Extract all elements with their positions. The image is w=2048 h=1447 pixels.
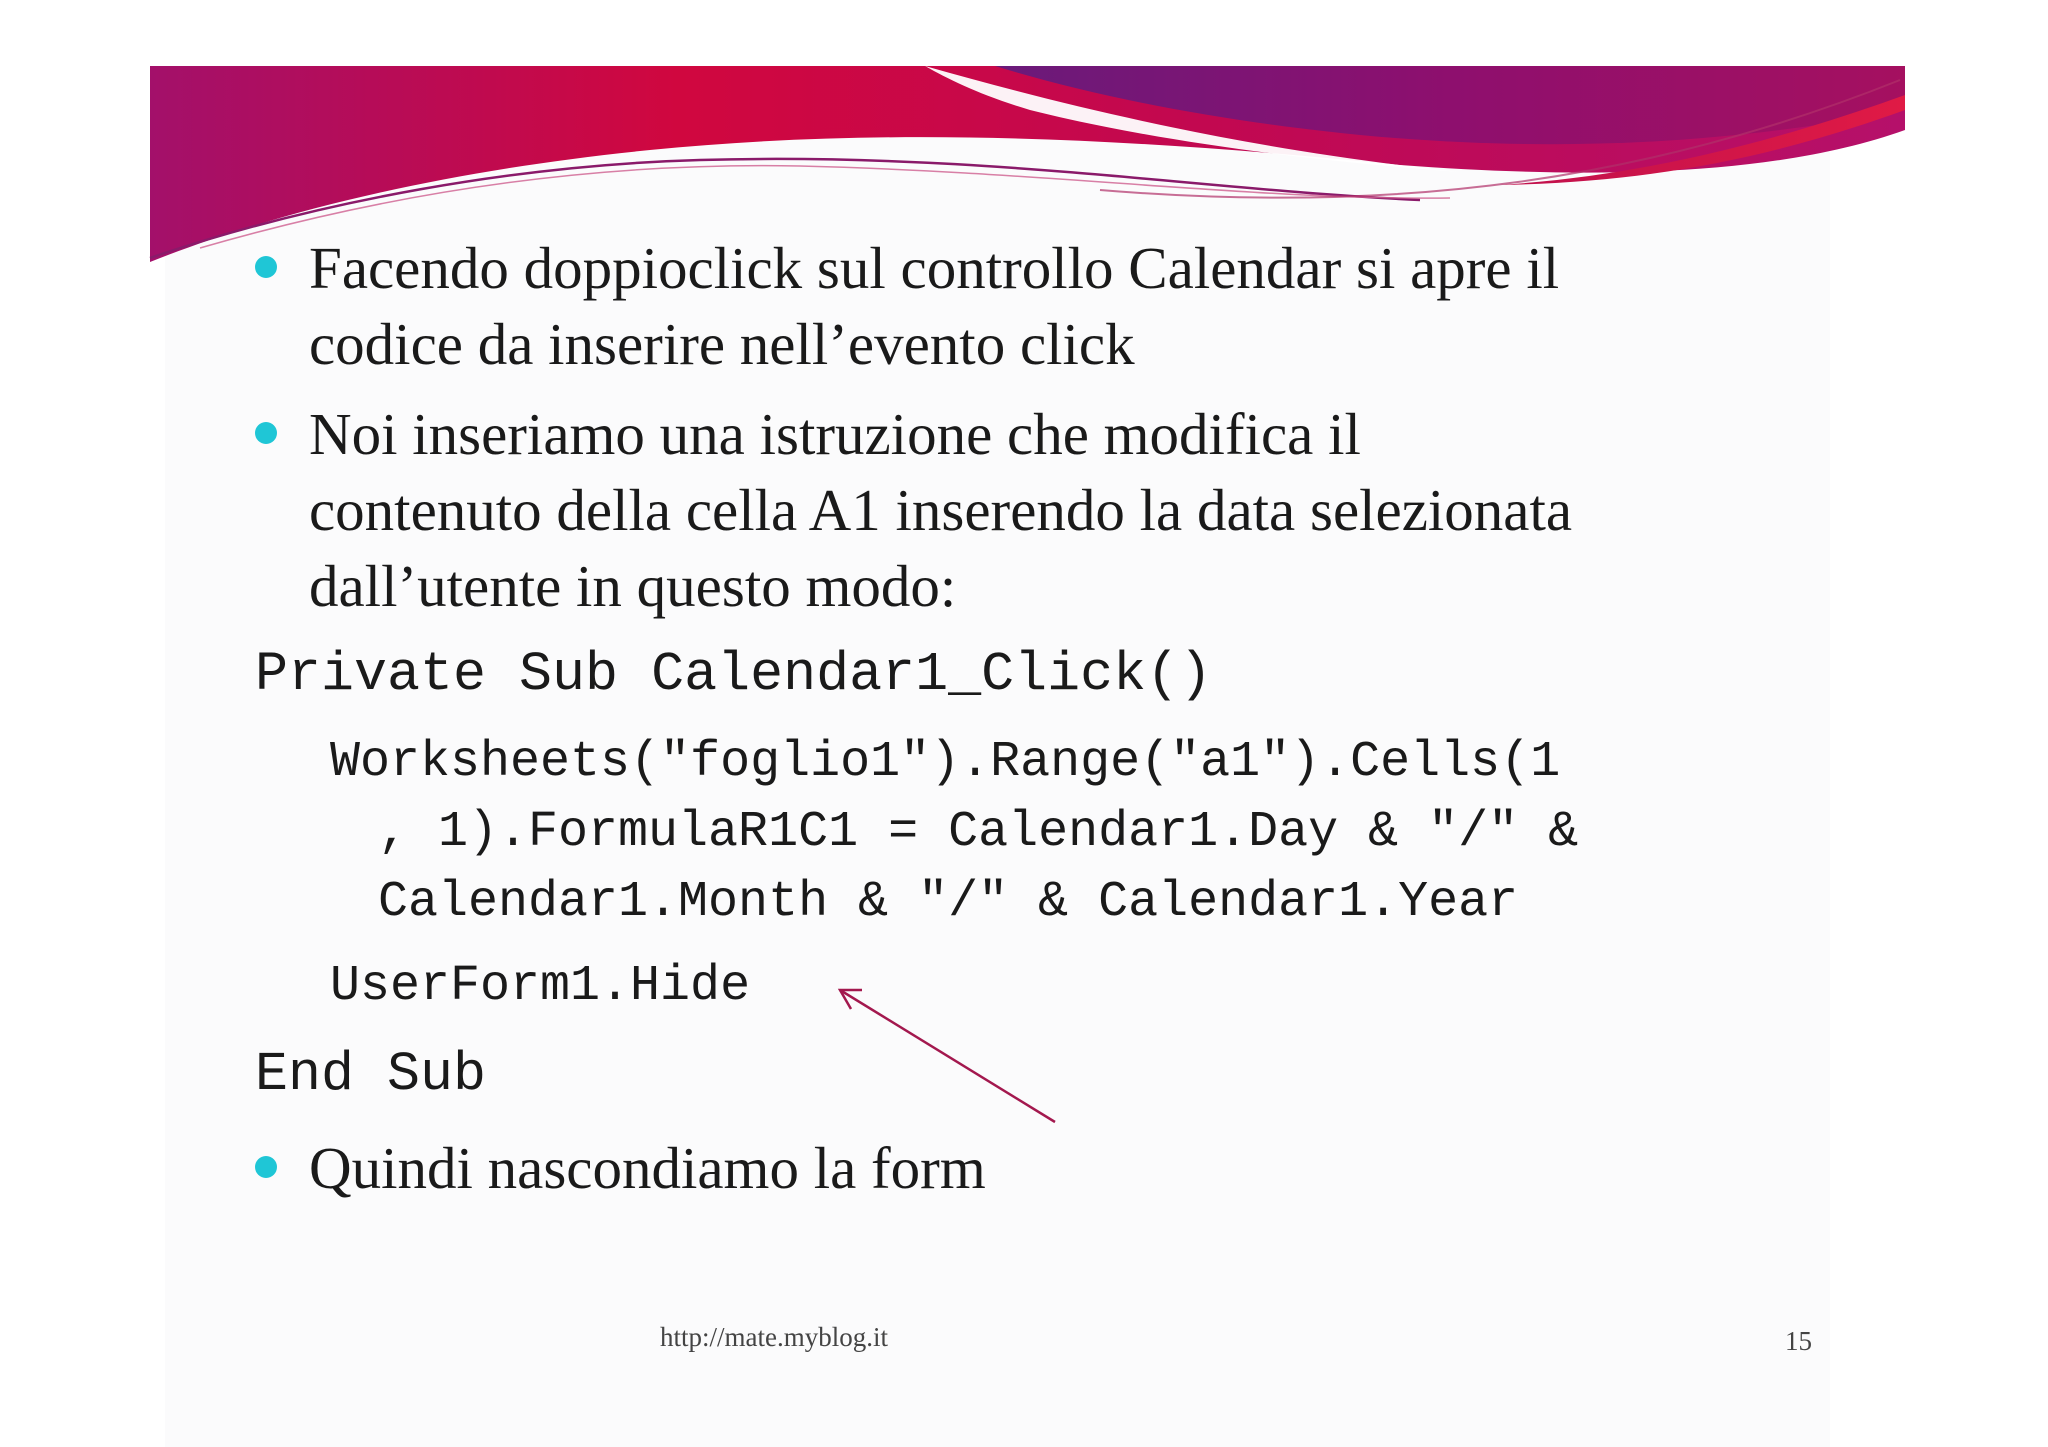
- code-hide-statement: UserForm1.Hide: [330, 958, 751, 1015]
- code-statement-line-1: Worksheets("foglio1").Range("a1").Cells(1: [330, 734, 1561, 791]
- code-sub-end: End Sub: [255, 1043, 487, 1106]
- bullet-dot-icon: [255, 422, 277, 444]
- bullet-item-1: [255, 230, 1559, 382]
- bullet-line: dall’utente in questo modo:: [309, 553, 957, 619]
- code-statement-line-2: , 1).FormulaR1C1 = Calendar1.Day & "/" &: [378, 804, 1579, 861]
- code-statement-line-3: Calendar1.Month & "/" & Calendar1.Year: [378, 874, 1519, 931]
- footer-url: http://mate.myblog.it: [660, 1322, 888, 1352]
- bullet-item-3: [255, 1130, 986, 1206]
- bullet-item-2: [255, 396, 1572, 624]
- bullet-line: codice da inserire nell’evento click: [309, 311, 1135, 377]
- bullet-dot-icon: [255, 1156, 277, 1178]
- page-number: 15: [1785, 1326, 1812, 1356]
- bullet-line: Noi inseriamo una istruzione che modifica il: [309, 401, 1361, 467]
- code-sub-start: Private Sub Calendar1_Click(): [255, 643, 1213, 706]
- bullet-line: contenuto della cella A1 inserendo la data selezionata: [309, 477, 1573, 543]
- bullet-line: Quindi nascondiamo la form: [309, 1135, 986, 1201]
- bullet-dot-icon: [255, 256, 277, 278]
- bullet-line: Facendo doppioclick sul controllo Calendar si apre il: [309, 235, 1560, 301]
